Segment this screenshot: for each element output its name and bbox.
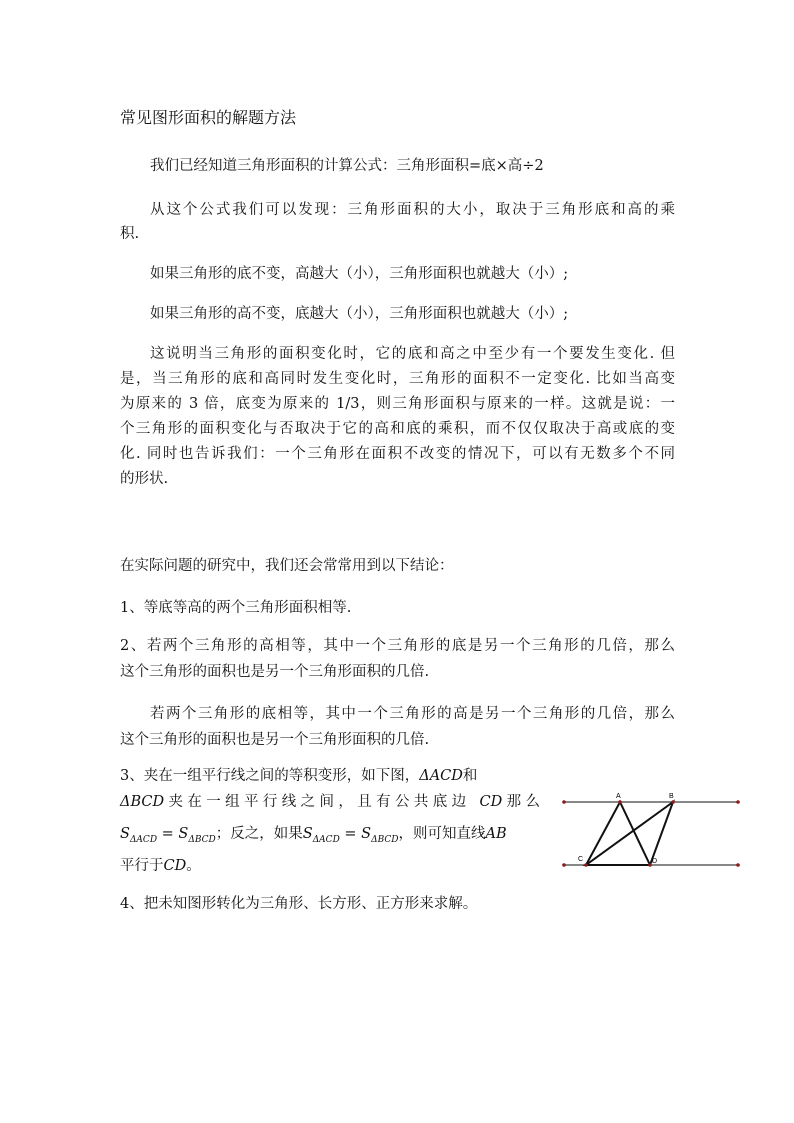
explanation-line-3: 为原来的 3 倍，底变为原来的 1/3，则三角形面积与原来的一样。这就是说：一 — [120, 396, 675, 412]
parallel-lines-diagram — [556, 788, 746, 878]
conclusion-3-line-4 — [120, 856, 201, 876]
conclusion-3-text: 3、夹在一组平行线之间的等积变形，如下图， — [120, 768, 420, 784]
conclusion-4: 4、把未知图形转化为三角形、长方形、正方形来求解。 — [120, 896, 478, 912]
parallel-text: 夹在一组平行线之间，且有公共底边 — [164, 794, 471, 810]
conclusion-2b-line-1: 若两个三角形的底相等，其中一个三角形的高是另一个三角形的几倍，那么 — [150, 706, 675, 722]
line-endpoint — [736, 800, 740, 804]
page-title: 常见图形面积的解题方法 — [120, 108, 297, 127]
explanation-line-1: 这说明当三角形的面积变化时，它的底和高之中至少有一个要发生变化. 但 — [150, 346, 675, 362]
conclusions-intro: 在实际问题的研究中，我们还会常常用到以下结论： — [120, 558, 454, 574]
observation-line-2: 积. — [120, 226, 140, 242]
triangle-acd — [586, 802, 650, 865]
area-symbol: S — [178, 826, 189, 842]
area-symbol: S — [302, 826, 313, 842]
point-b — [671, 800, 675, 804]
line-conclusion-text: ，则可知直线 — [398, 826, 486, 842]
area-subscript: ΔBCD — [188, 835, 216, 845]
base-cd-label: CD — [479, 794, 503, 810]
conclusion-2-line-2: 这个三角形的面积也是另一个三角形面积的几倍. — [120, 664, 430, 680]
line-endpoint — [736, 863, 740, 867]
label-d: D — [652, 858, 658, 865]
label-b: B — [669, 793, 674, 800]
conclusion-3-line-2 — [120, 792, 540, 812]
conclusion-1: 1、等底等高的两个三角形面积相等. — [120, 600, 352, 616]
observation-line-1: 从这个公式我们可以发现：三角形面积的大小，取决于三角形底和高的乘 — [150, 202, 675, 218]
line-ab-label: AB — [485, 826, 507, 842]
area-symbol: S — [120, 826, 130, 842]
triangle-bcd-label: ΔBCD — [120, 794, 165, 810]
area-symbol: S — [361, 826, 372, 842]
explanation-line-5: 化. 同时也告诉我们：一个三角形在面积不改变的情况下，可以有无数多个不同 — [120, 446, 675, 462]
point-c — [584, 863, 588, 867]
explanation-line-2: 是，当三角形的底和高同时发生变化时，三角形的面积不一定变化. 比如当高变 — [120, 371, 675, 387]
period: 。 — [186, 858, 201, 874]
conclusion-3-line-3 — [120, 824, 507, 850]
area-subscript: ΔBCD — [371, 835, 399, 845]
explanation-line-4: 个三角形的面积变化与否取决于它的高和底的乘积，而不仅仅取决于高或底的变 — [120, 421, 675, 437]
and-word: 和 — [462, 768, 478, 784]
converse-text: ；反之，如果 — [215, 826, 303, 842]
formula-paragraph: 我们已经知道三角形面积的计算公式：三角形面积=底×高÷2 — [150, 158, 544, 174]
label-c: C — [578, 856, 584, 863]
parallel-to-text: 平行于 — [120, 858, 164, 874]
then-word: 那么 — [502, 794, 541, 810]
equals-sign: = — [339, 826, 362, 842]
line-endpoint — [562, 863, 566, 867]
triangle-acd-label: ΔACD — [419, 768, 463, 784]
conclusion-2-line-1: 2、若两个三角形的高相等，其中一个三角形的底是另一个三角形的几倍，那么 — [120, 638, 675, 654]
label-a: A — [616, 793, 621, 800]
line-endpoint — [562, 800, 566, 804]
equals-sign: = — [157, 826, 179, 842]
explanation-line-6: 的形状. — [120, 471, 169, 487]
base-fixed-statement: 如果三角形的底不变，高越大（小），三角形面积也就越大（小）; — [150, 266, 569, 282]
point-a — [618, 800, 622, 804]
triangle-bcd — [586, 802, 673, 865]
conclusion-3-line-1 — [120, 766, 477, 786]
area-subscript: ΔACD — [129, 835, 158, 845]
base-cd-label: CD — [163, 858, 187, 874]
area-subscript: ΔACD — [312, 835, 340, 845]
conclusion-2b-line-2: 这个三角形的面积也是另一个三角形面积的几倍. — [120, 732, 430, 748]
height-fixed-statement: 如果三角形的高不变，底越大（小），三角形面积也就越大（小）; — [150, 306, 569, 322]
